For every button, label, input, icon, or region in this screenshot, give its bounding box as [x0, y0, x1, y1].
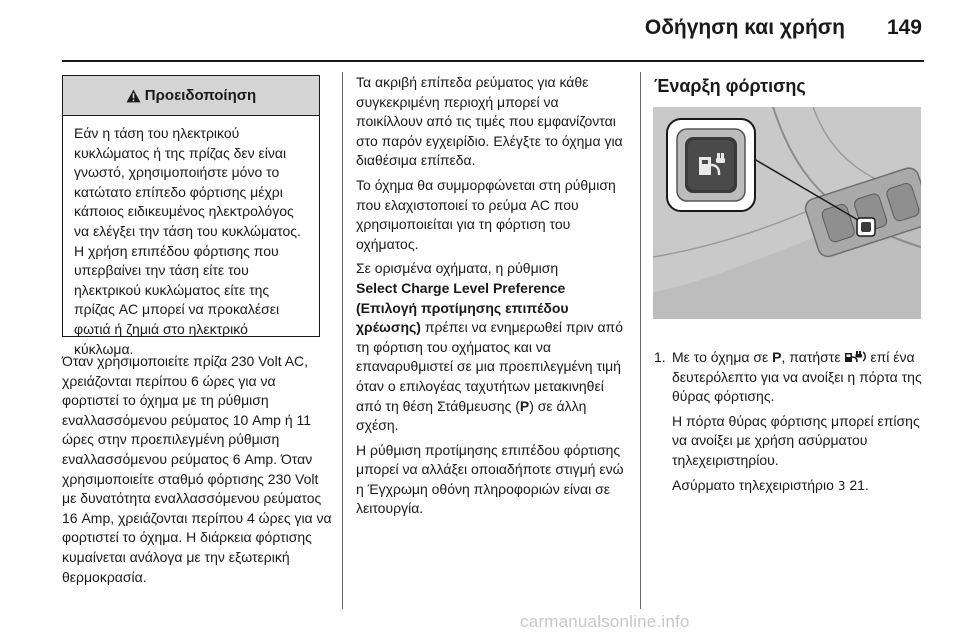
charging-time-paragraph: Όταν χρησιμοποιείτε πρίζα 230 Volt AC, χρειάζονται περίπου 6 ώρες για να φορτιστεί το όχημα με τη ρύθμιση εναλλασσόμενου ρεύματος 10 Amp ή 11 ώρες στην προεπιλεγμένη ρύθμιση εναλλασσόμενου ρεύματος 6 Amp. Όταν χρησιμοποιείτε σταθμό φόρτισης 230 Volt με δυνατότητα εναλλασσόμενου ρεύματος 16 Amp, χρειάζονται περίπου 4 ώρες για να φορτιστεί το όχημα. Η διάρκεια φόρτισης κυμαίνεται ανάλογα με την εξωτερική θερμοκρασία. [62, 353, 332, 585]
list-item [654, 348, 926, 496]
current-levels-paragraph: Τα ακριβή επίπεδα ρεύματος για κάθε συγκεκριμένη περιοχή μπορεί να ποικίλλουν από τις τιμές που εμφανίζονται στο παρόν εγχειρίδιο. Ελέγξτε το όχημα για διαθέσιμα επίπεδα. [356, 74, 623, 169]
park-position-letter: P [519, 397, 530, 414]
warning-box [62, 75, 320, 357]
door-panel-illustration [653, 107, 921, 319]
step-number: 1. [654, 349, 666, 365]
footer-watermark: carmanualsonline.info [520, 612, 690, 631]
page-header-title: Οδήγηση και χρήση [644, 16, 845, 39]
warning-triangle-icon [126, 89, 141, 103]
header-rule [62, 60, 924, 62]
cross-reference-arrow-icon: 3 [837, 478, 846, 493]
cross-reference[interactable] [672, 476, 926, 497]
column-divider [640, 72, 641, 609]
step-instruction-b: , πατήστε [781, 349, 845, 365]
step-instruction [672, 348, 926, 407]
column1-text [62, 352, 332, 587]
charge-level-preference-paragraph [356, 259, 629, 435]
park-position-letter: P [772, 349, 782, 365]
column2-text [356, 73, 629, 519]
warning-header [63, 76, 319, 116]
step-instruction-c: επί ένα δευτερόλεπτο για να ανοίξει η πόρτα της θύρας φόρτισης. [672, 349, 922, 405]
page-number: 149 [886, 16, 922, 39]
charge-level-intro: Σε ορισμένα οχήματα, η ρύθμιση [356, 260, 559, 277]
cross-reference-text: Ασύρματο τηλεχειριστήριο [672, 476, 838, 493]
warning-title: Προειδοποίηση [144, 87, 257, 104]
charge-level-end: ) σε άλλη σχέση. [356, 397, 587, 434]
charge-port-icon [844, 350, 866, 363]
cross-reference-page: 21. [845, 476, 869, 493]
charge-level-mid: πρέπει να ενημερωθεί πριν από τη φόρτιση του οχήματος και να επαναρυθμιστεί σε μια προεπιλεγμένη τιμή όταν ο επιλογέας ταχυτήτων μετακινηθεί από τη θέση Στάθμευσης ( [356, 319, 623, 414]
step-note: Η πόρτα θύρας φόρτισης μπορεί επίσης να ανοίξει με χρήση ασύρματου τηλεχειριστηρίου. [672, 412, 920, 468]
section-heading: Έναρξη φόρτισης [654, 76, 806, 96]
preference-change-paragraph: Η ρύθμιση προτίμησης επιπέδου φόρτισης μπορεί να αλλάξει οποιαδήποτε στιγμή ενώ η Έγχρωμη οθόνη πληροφοριών είναι σε λειτουργία. [356, 441, 624, 517]
step-instruction-a: Με το όχημα σε [672, 349, 773, 365]
minimize-current-paragraph: Το όχημα θα συμμορφώνεται στη ρύθμιση που ελαχιστοποιεί το ρεύμα AC που χρησιμοποιείται για τη φόρτιση του οχήματος. [356, 176, 616, 252]
charge-port-button-figure [653, 107, 921, 319]
step-text [672, 348, 926, 496]
warning-body: Εάν η τάση του ηλεκτρικού κυκλώματος ή της πρίζας δεν είναι γνωστό, χρησιμοποιήστε μόνο το κατώτατο επίπεδο φόρτισης μέχρι κάποιος ειδικευμένος ηλεκτρολόγος να ελέγξει την τάση του κυκλώματος. Η χρήση επιπέδου φόρτισης που υπερβαίνει την τάση είτε του ηλεκτρικού κυκλώματος είτε της πρίζας AC μπορεί να προκαλέσει φωτιά ή ζημιά στο ηλεκτρικό κύκλωμα. [74, 125, 301, 357]
column-divider [342, 72, 343, 609]
charge-level-setting-name: Select Charge Level Preference (Επιλογή προτίμησης επιπέδου χρέωσης) [356, 279, 569, 336]
column3-steps [654, 348, 926, 496]
